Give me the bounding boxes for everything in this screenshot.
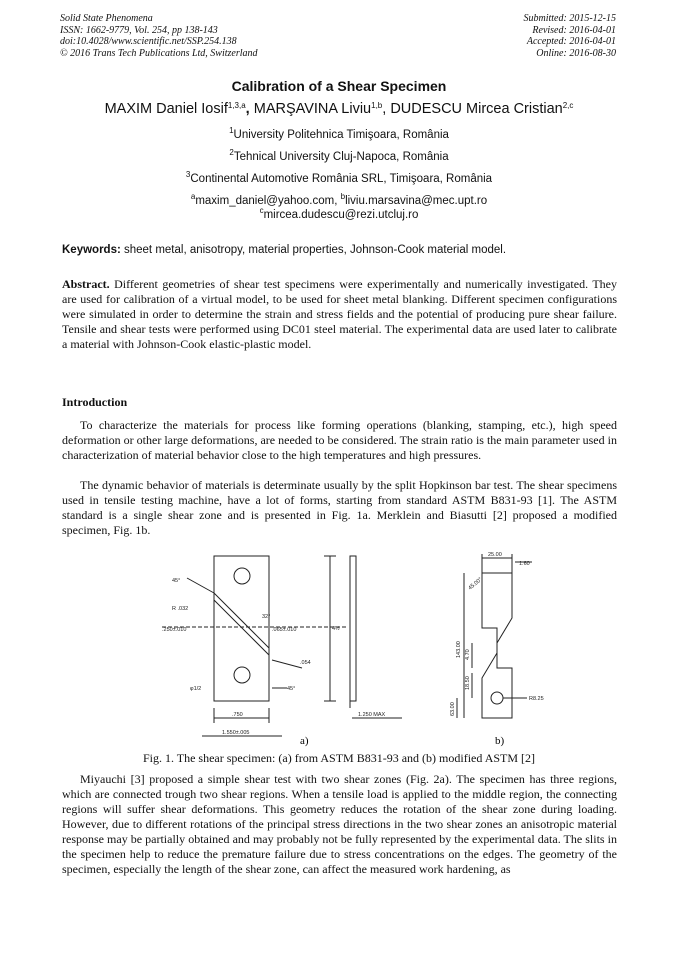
dim-label: 18.50 bbox=[465, 676, 471, 690]
dim-label: 1.250 MAX bbox=[358, 712, 386, 718]
journal-name: Solid State Phenomena bbox=[60, 13, 153, 24]
author-list bbox=[0, 101, 678, 117]
email-line bbox=[0, 206, 678, 221]
date-submitted: Submitted: 2015-12-15 bbox=[523, 13, 616, 24]
author-sep: , bbox=[245, 101, 254, 117]
section-heading: Introduction bbox=[62, 395, 128, 409]
email-link[interactable]: mircea.dudescu@rezi.utcluj.ro bbox=[263, 209, 419, 221]
email-sup: b bbox=[340, 192, 346, 201]
affiliation bbox=[0, 148, 678, 163]
figure-1 bbox=[62, 548, 617, 748]
email-line bbox=[0, 192, 678, 207]
author-sup: 1,3,a bbox=[227, 101, 246, 110]
author-sep: , bbox=[382, 101, 391, 117]
submission-dates bbox=[524, 13, 617, 59]
affiliation-sup: 1 bbox=[229, 126, 234, 135]
journal-info bbox=[60, 13, 258, 59]
journal-issn: ISSN: 1662-9779, Vol. 254, pp 138-143 bbox=[60, 24, 218, 36]
journal-copyright: © 2016 Trans Tech Publications Ltd, Switzerland bbox=[60, 47, 258, 59]
author-name: MARŞAVINA Liviu bbox=[253, 101, 372, 117]
paragraph: To characterize the materials for process like forming operations (blanking, stamping, etc.), high speed deformation or other large deformations, are needed to be considered. The strain ratio is the main parameter used in characterization of material behavior close to the high temperatures and high pressures. bbox=[62, 418, 617, 462]
dim-label: 143.00 bbox=[456, 641, 462, 658]
abstract bbox=[62, 277, 617, 352]
journal-doi: doi:10.4028/www.scientific.net/SSP.254.138 bbox=[60, 36, 237, 47]
abstract-label: Abstract. bbox=[62, 277, 110, 291]
dim-label: 25.00 bbox=[488, 552, 502, 558]
keywords-label: Keywords: bbox=[62, 244, 121, 256]
affiliation-sup: 3 bbox=[185, 170, 191, 179]
keywords bbox=[62, 244, 506, 256]
affiliation-text: University Politehnica Timişoara, România bbox=[233, 129, 449, 141]
email-sup: a bbox=[190, 192, 196, 201]
dim-label: 1.60 bbox=[519, 561, 530, 567]
dim-label: 45° bbox=[287, 686, 296, 692]
affiliation-text: Tehnical University Cluj-Napoca, România bbox=[233, 151, 449, 163]
email-link[interactable]: liviu.marsavina@mec.upt.ro bbox=[345, 195, 488, 207]
date-revised: Revised: 2016-04-01 bbox=[532, 24, 616, 36]
dim-label: .750 bbox=[232, 712, 243, 718]
affiliation bbox=[0, 126, 678, 141]
keywords-text: sheet metal, anisotropy, material properties, Johnson-Cook material model. bbox=[120, 244, 507, 256]
affiliation bbox=[0, 170, 678, 185]
dim-label: 4.70 bbox=[465, 649, 471, 660]
dim-label: .065±.010 bbox=[272, 627, 297, 633]
abstract-text: Different geometries of shear test specimens were experimentally and numerically investigated. They are used for calibration of a virtual model, to be used for sheet metal blanking. Different specimen configurations were simulated in order to determine the strain and stress fields and the potential of producing pure shear failure. Tensile and shear tests were performed using DC01 steel material. The experimental data are used later to calibrate a material with Johnson-Cook elastic-plastic model. bbox=[62, 277, 617, 351]
date-online: Online: 2016-08-30 bbox=[536, 47, 616, 59]
affiliation-text: Continental Automotive România SRL, Timişoara, România bbox=[190, 173, 493, 185]
figure-label-a: a) bbox=[300, 735, 309, 747]
paper-title: Calibration of a Shear Specimen bbox=[231, 78, 447, 94]
dim-label: R .032 bbox=[172, 606, 189, 612]
paragraph: Miyauchi [3] proposed a simple shear test with two shear zones (Fig. 2a). The specimen has three regions, which are connected trough two shear regions. When a tensile load is applied to the middle region, the connecting regions will suffer shear deformations. This geometry reduces the rotation of the shear zone during loading. However, due to different rotations of the principal stress directions in the two shear zones an anisotropic material response may be partially obtained and may probably not be fully represented by the experimental data. The slits in the specimen help to reduce the premature failure due to stress concentrations on the edges. The geometry of the specimen, especially the length of the shear zone, can affect the measured work hardening, as bbox=[62, 772, 617, 876]
author-name: MAXIM Daniel Iosif bbox=[104, 101, 228, 117]
figure-caption: Fig. 1. The shear specimen: (a) from ASTM B831-93 and (b) modified ASTM [2] bbox=[142, 751, 536, 765]
dim-label: 45° bbox=[172, 578, 181, 584]
dim-label: R8.25 bbox=[529, 696, 544, 702]
specimen-a-drawing bbox=[162, 556, 402, 736]
figure-label-b: b) bbox=[495, 735, 505, 747]
author-name: DUDESCU Mircea Cristian bbox=[390, 101, 563, 117]
dim-label: .054 bbox=[300, 660, 311, 666]
dim-label: 63.00 bbox=[450, 702, 456, 716]
paragraph: The dynamic behavior of materials is determinate usually by the split Hopkinson bar test. The shear specimens used in tensile testing machine, have a lot of forms, starting from standard ASTM B831-93 [1]. The ASTM standard is a single shear zone and is presented in Fig. 1a. Merklein and Biasutti [2] proposed a modified specimen, Fig. 1b. bbox=[62, 478, 617, 537]
dim-label: .250±.010 bbox=[162, 627, 187, 633]
dim-label: φ1/2 bbox=[190, 686, 202, 692]
author-sup: 1,b bbox=[371, 101, 383, 110]
specimen-b-drawing bbox=[457, 554, 532, 718]
date-accepted: Accepted: 2016-04-01 bbox=[526, 36, 616, 47]
email-sup: c bbox=[259, 206, 264, 215]
dim-label: 4½ bbox=[332, 626, 340, 632]
dim-label: 32° bbox=[262, 614, 271, 620]
affiliation-sup: 2 bbox=[229, 148, 234, 157]
specimen-a-dims bbox=[162, 578, 386, 736]
email-link[interactable]: maxim_daniel@yahoo.com, bbox=[195, 195, 341, 207]
author-sup: 2,c bbox=[562, 101, 574, 110]
dim-label: 1.550±.005 bbox=[222, 730, 250, 736]
dim-label: 45.00° bbox=[467, 576, 484, 592]
